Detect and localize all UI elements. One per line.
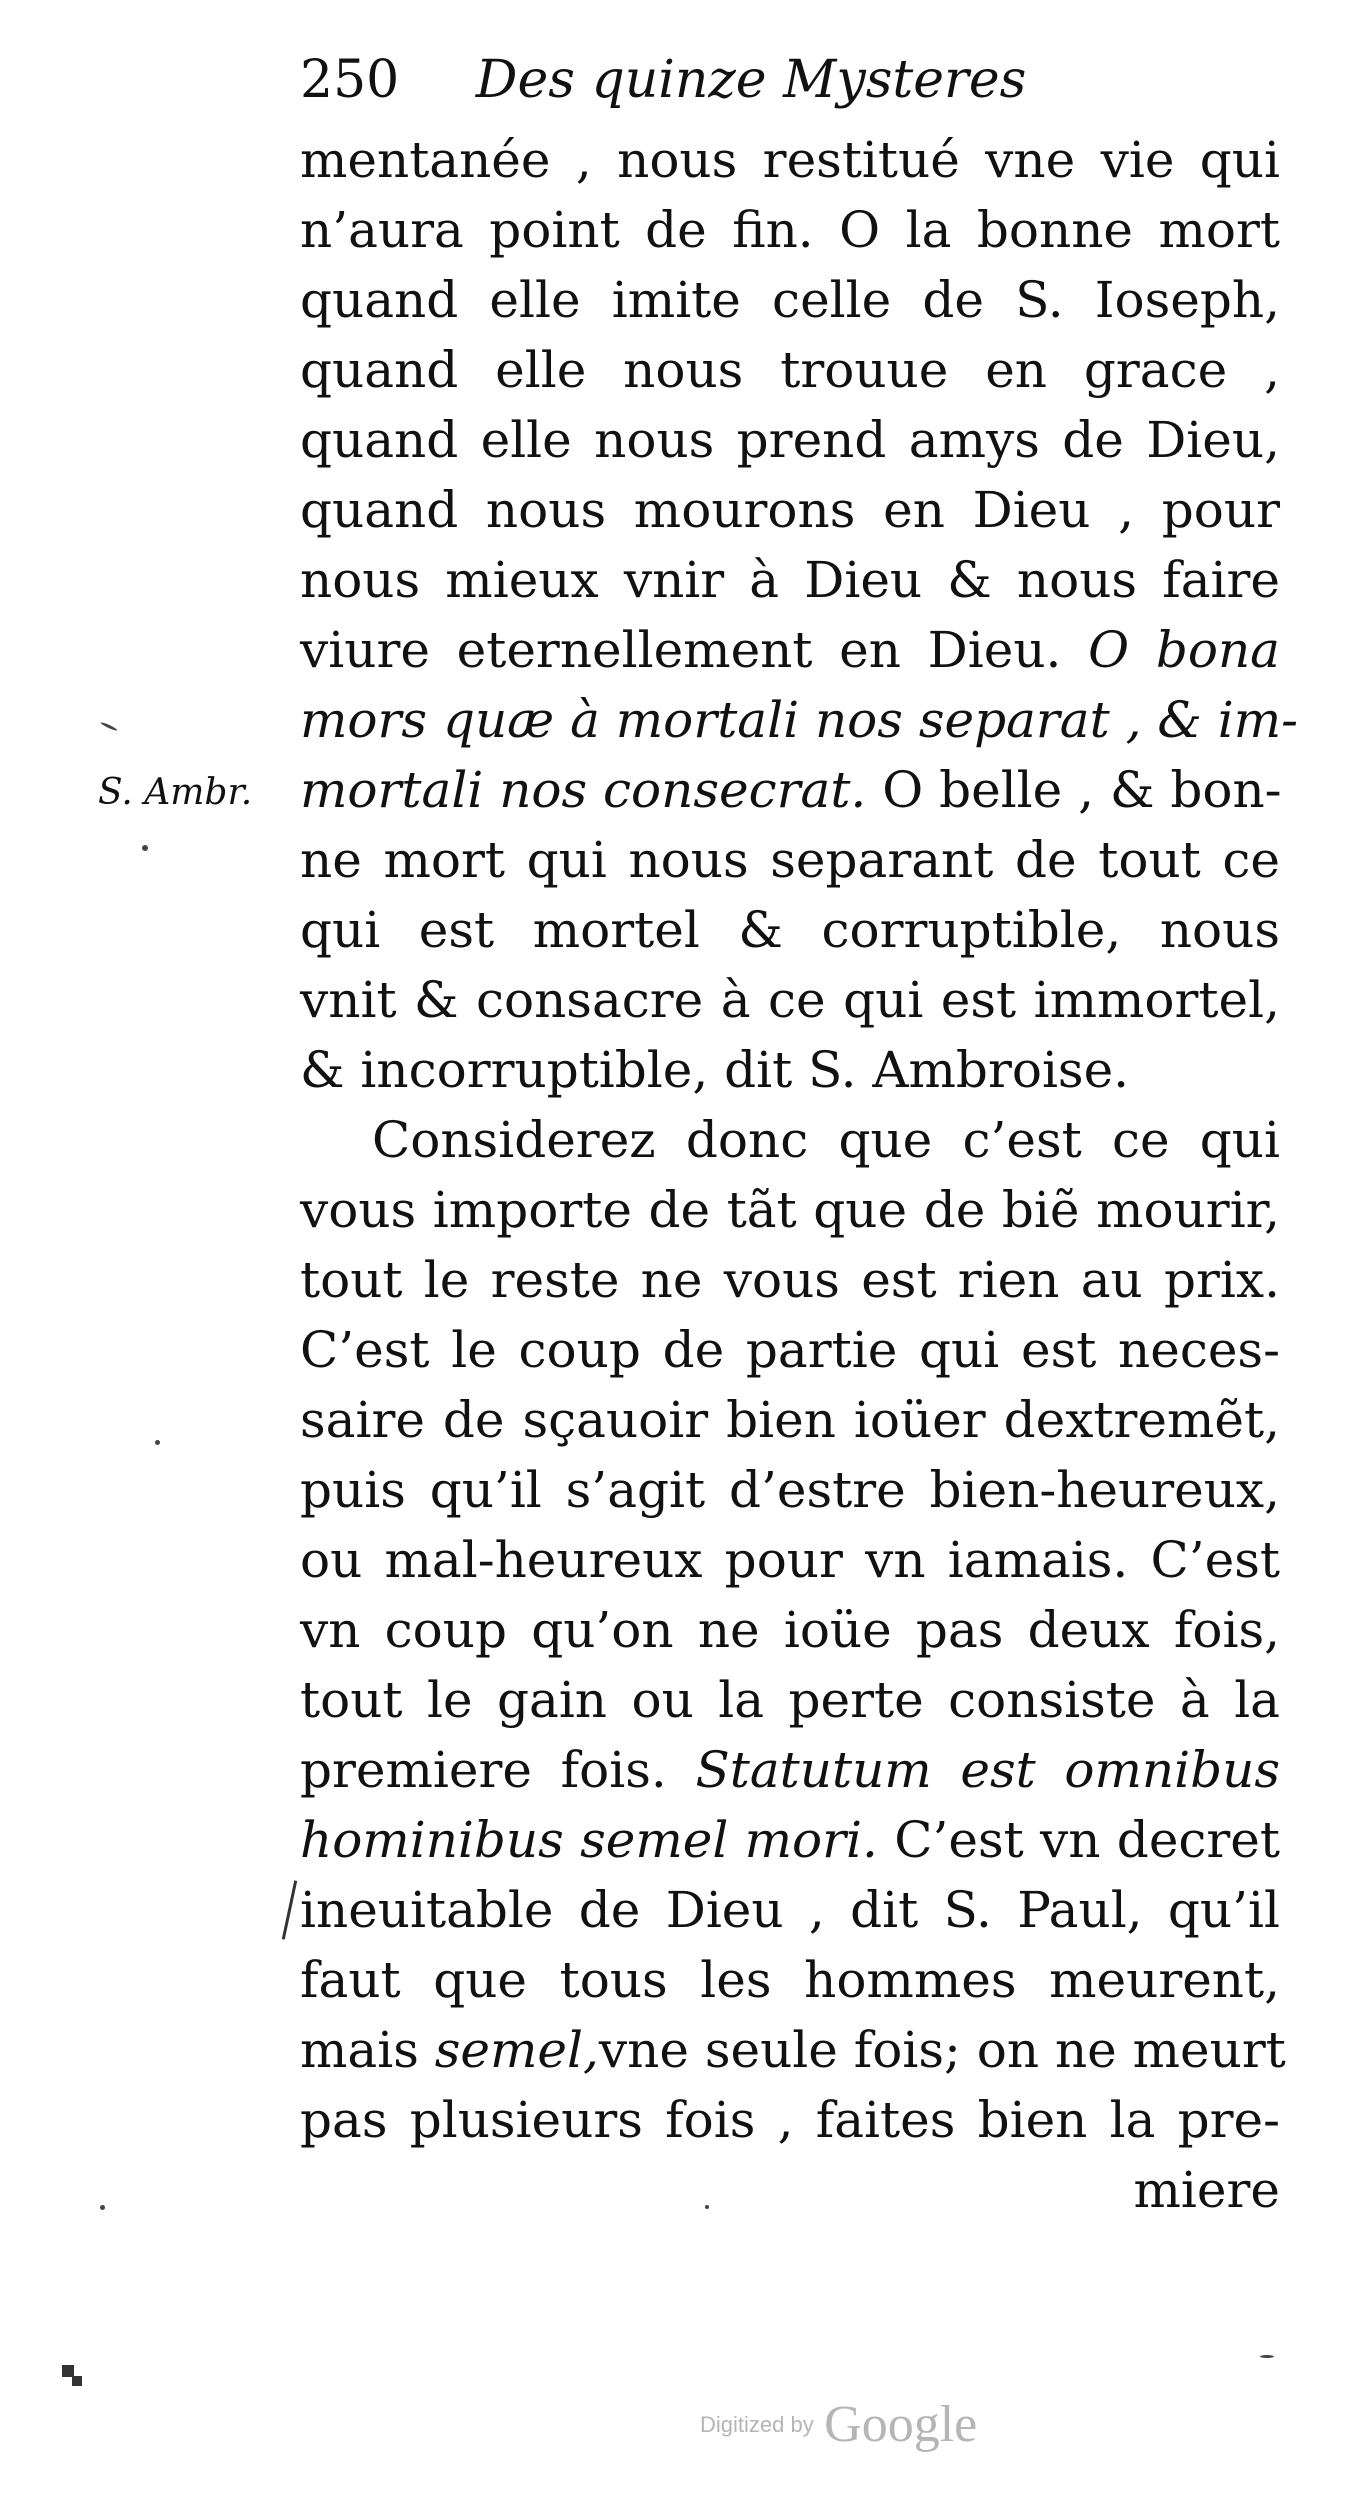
text-line: pas plusieurs fois , faites bien la pre- [300, 2091, 1280, 2149]
text-line: vn coup qu’on ne ioüe pas deux fois, [300, 1601, 1280, 1659]
margin-note: S. Ambr. [98, 772, 253, 813]
text-line: mors quæ à mortali nos separat , & im- [300, 691, 1299, 749]
margin-speck [155, 1440, 160, 1445]
page-number: 250 [300, 50, 400, 110]
margin-speck [100, 2205, 105, 2210]
text-line: qui est mortel & corruptible, nous [300, 901, 1280, 959]
digitization-watermark [700, 2395, 977, 2455]
text-line: ou mal-heureux pour vn iamais. C’est [300, 1531, 1280, 1589]
text-line: n’aura point de fin. O la bonne mort [300, 201, 1280, 259]
margin-speck [142, 845, 148, 851]
text-line: mais semel,vne seule fois; on ne meurt [300, 2021, 1286, 2079]
text-line: vnit & consacre à ce qui est immortel, [300, 971, 1280, 1029]
text-line: faut que tous les hommes meurent, [300, 1951, 1280, 2009]
google-logo: Google [824, 2396, 978, 2453]
watermark-prefix: Digitized by [700, 2411, 814, 2437]
text-line: Considerez donc que c’est ce qui [372, 1111, 1280, 1169]
text-line: mentanée , nous restitué vne vie qui [300, 131, 1280, 189]
text-line: tout le reste ne vous est rien au prix. [300, 1251, 1280, 1309]
text-line: tout le gain ou la perte consiste à la [300, 1671, 1280, 1729]
text-line: premiere fois. Statutum est omnibus [300, 1741, 1280, 1799]
margin-rule [282, 1880, 297, 1939]
text-line: puis qu’il s’agit d’estre bien-heureux, [300, 1461, 1280, 1519]
text-line: saire de sçauoir bien ioüer dextremẽt, [300, 1391, 1280, 1449]
text-line: mortali nos consecrat. O belle , & bon- [300, 761, 1282, 819]
text-line: C’est le coup de partie qui est neces- [300, 1321, 1280, 1379]
text-line: ineuitable de Dieu , dit S. Paul, qu’il [300, 1881, 1280, 1939]
body-text [300, 125, 1299, 2225]
text-line: quand nous mourons en Dieu , pour [300, 481, 1280, 539]
margin-speck [1260, 2355, 1274, 2358]
text-line: quand elle nous trouue en grace , [300, 341, 1280, 399]
text-line: & incorruptible, dit S. Ambroise. [300, 1041, 1130, 1099]
text-line: ne mort qui nous separant de tout ce [300, 831, 1280, 889]
page-header [300, 40, 1280, 120]
catchword: miere [1133, 2161, 1280, 2219]
margin-speck [705, 2205, 709, 2209]
text-line: vous importe de tãt que de biẽ mourir, [300, 1181, 1280, 1239]
corner-mark [72, 2376, 82, 2386]
text-line: quand elle nous prend amys de Dieu, [300, 411, 1280, 469]
margin-speck [100, 721, 118, 731]
text-line: viure eternellement en Dieu. O bona [300, 621, 1280, 679]
text-line: hominibus semel mori. C’est vn decret [300, 1811, 1280, 1869]
running-title: Des quinze Mysteres [475, 50, 1027, 110]
text-line: quand elle imite celle de S. Ioseph, [300, 271, 1280, 329]
text-line: nous mieux vnir à Dieu & nous faire [300, 551, 1280, 609]
